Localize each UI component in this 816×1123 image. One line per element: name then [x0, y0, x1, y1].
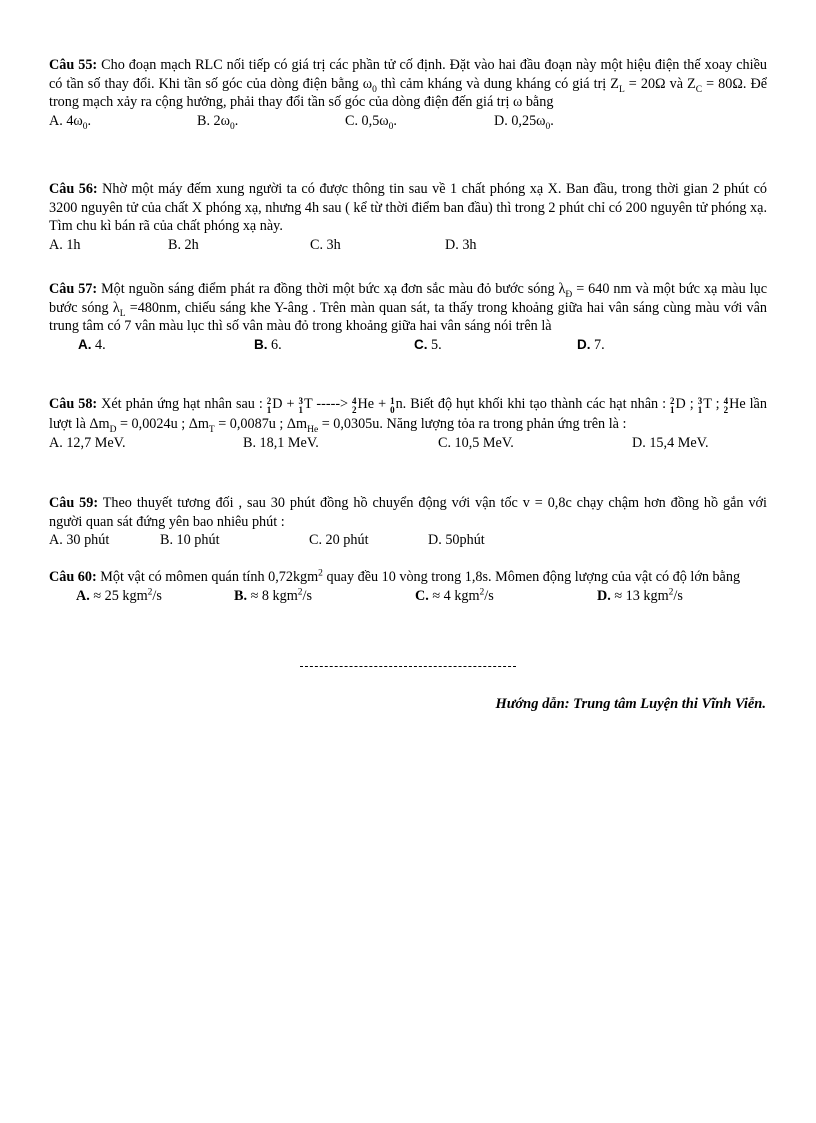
answer-options [49, 236, 767, 255]
option-c[interactable]: C. ≈ 4 kgm$^2$/s [415, 586, 494, 604]
question-text: Một nguồn sáng điểm phát ra đồng thời một bức xạ đơn sắc màu đỏ bước sóng λ [97, 281, 566, 297]
option-d[interactable]: D. 15,4 MeV. [632, 434, 709, 451]
option-c[interactable]: C. 5. [414, 336, 442, 353]
option-a[interactable]: A. 1h [49, 236, 81, 253]
nuclide-deuterium: 2 1 [266, 396, 272, 415]
nuclide-neutron: 1 0 [390, 396, 395, 415]
option-d[interactable]: D. 7. [577, 336, 605, 353]
nuclide-tritium: 3 1 [298, 396, 304, 415]
footer-credit: Hướng dẫn: Trung tâm Luyện thi Vĩnh Viễn. [495, 696, 766, 712]
question-text: Cho đoạn mạch RLC nối tiếp có giá trị các phần tử cố định. Đặt vào hai đầu đoạn này một hiệu điện thế xoay chiều có tần số thay đổi. Khi tần số góc của dòng điện bằng ω [49, 57, 767, 92]
question-label: Câu 58: [49, 396, 98, 412]
nuclide-helium: 4 2 [352, 396, 357, 415]
question-55: Câu 55: Cho đoạn mạch RLC nối tiếp có giá trị các phần tử cố định. Đặt vào hai đầu đoạn này một hiệu điện thế xoay chiều có tần số thay đổi. Khi tần số góc của dòng điện bằng $\omega_0$ thì cảm kháng và dung kháng có giá trị $Z_L = 20\Omega$ và $Z_C = 80\Omega$. Để trong mạch xảy ra cộng hưởng, phải thay đổi tần số góc của dòng điện đến giá trị ω bằng A. $4\omega_0$. B. $2\omega_0$. C. $0,5\omega_0$. D. $0,25\omega_0$. [49, 57, 768, 132]
question-58: Câu 58: Xét phản ứng hạt nhân sau : 2 1 D + 3 1 T -----> 4 2 He + 1 0 n. Biết độ hụt khối khi tạo thành các hạt nhân : 2 1 D ; 3 1 T ; 4 2 He lần lượt là $\Delta m_D = 0,0024u$ ; $\Delta m_T = 0,0087u$ ; $\Delta m_{He} = 0,0305u$. Năng lượng tỏa ra trong phản ứng trên là : A. 12,7 MeV. B. 18,1 MeV. C. 10,5 MeV. D. 15,4 MeV. [49, 396, 767, 451]
question-text: Theo thuyết tương đối , sau 30 phút đồng hồ chuyển động với vận tốc v = 0,8c chạy chậm hơn đồng hồ gắn với người quan sát đứng yên bao nhiêu phút : [49, 495, 767, 530]
question-label: Câu 55: [49, 57, 98, 73]
option-b[interactable]: B. 2h [168, 236, 199, 253]
option-d[interactable]: D. $0,25\omega_0$. [494, 112, 554, 132]
option-a[interactable]: A. 12,7 MeV. [49, 434, 126, 451]
option-b[interactable]: B. 18,1 MeV. [243, 434, 319, 451]
answer-options [49, 434, 767, 453]
option-d[interactable]: D. 50phút [428, 532, 485, 549]
answer-options [49, 587, 767, 606]
option-b[interactable]: B. 6. [254, 336, 282, 353]
question-59 [49, 494, 767, 550]
option-a[interactable]: A. $4\omega_0$. [49, 112, 92, 132]
question-label: Câu 57: [49, 281, 98, 297]
option-d[interactable]: D. ≈ 13 kgm$^2$/s [597, 586, 683, 604]
question-label: Câu 56: [49, 181, 98, 197]
option-c[interactable]: C. 20 phút [309, 532, 369, 549]
option-c[interactable]: C. 10,5 MeV. [438, 434, 514, 451]
answer-options [49, 531, 767, 550]
option-a[interactable]: A. 30 phút [49, 532, 110, 549]
question-57: Câu 57: Một nguồn sáng điểm phát ra đồng thời một bức xạ đơn sắc màu đỏ bước sóng $\lambda_Đ = 640$ nm và một bức xạ màu lục bước sóng $\lambda_L =480nm$, chiếu sáng khe Y-âng . Trên màn quan sát, ta thấy trong khoảng giữa hai vân sáng cùng màu với vân trung tâm có 7 vân màu lục thì số vân màu đỏ trong khoảng giữa hai vân sáng nói trên là A. 4. B. 6. C. 5. D. 7. [49, 281, 767, 353]
question-text: Một vật có mômen quán tính 0,72kgm [96, 569, 319, 585]
option-c[interactable]: C. 3h [310, 236, 341, 253]
option-a[interactable]: A. ≈ 25 kgm$^2$/s [76, 586, 162, 604]
option-b[interactable]: B. 10 phút [160, 532, 220, 549]
option-c[interactable]: C. $0,5\omega_0$. [345, 112, 397, 132]
option-b[interactable]: B. ≈ 8 kgm$^2$/s [234, 586, 312, 604]
question-56 [49, 180, 767, 255]
option-d[interactable]: D. 3h [445, 236, 477, 253]
question-label: Câu 60: [49, 569, 97, 585]
question-60: Câu 60: Một vật có mômen quán tính 0,72kgm$^2$ quay đều 10 vòng trong 1,8s. Mômen động lượng của vật có độ lớn bằng A. ≈ 25 kgm$^2$/s B. ≈ 8 kgm$^2$/s C. ≈ 4 kgm$^2$/s D. ≈ 13 kgm$^2$/s [49, 568, 767, 606]
question-text: Nhờ một máy đếm xung người ta có được thông tin sau về 1 chất phóng xạ X. Ban đầu, trong thời gian 2 phút có 3200 nguyên tử của chất X phóng xạ, nhưng 4h sau ( kể từ thời điểm ban đầu) thì trong 2 phút chỉ có 200 nguyên tử phóng xạ. Tìm chu kì bán rã của chất phóng xạ này. [49, 181, 767, 235]
option-b[interactable]: B. $2\omega_0$. [197, 112, 239, 132]
dashed-divider [300, 666, 516, 667]
option-a[interactable]: A. 4. [78, 336, 106, 353]
answer-options [49, 112, 767, 131]
question-label: Câu 59: [49, 495, 99, 511]
answer-options [49, 336, 767, 355]
